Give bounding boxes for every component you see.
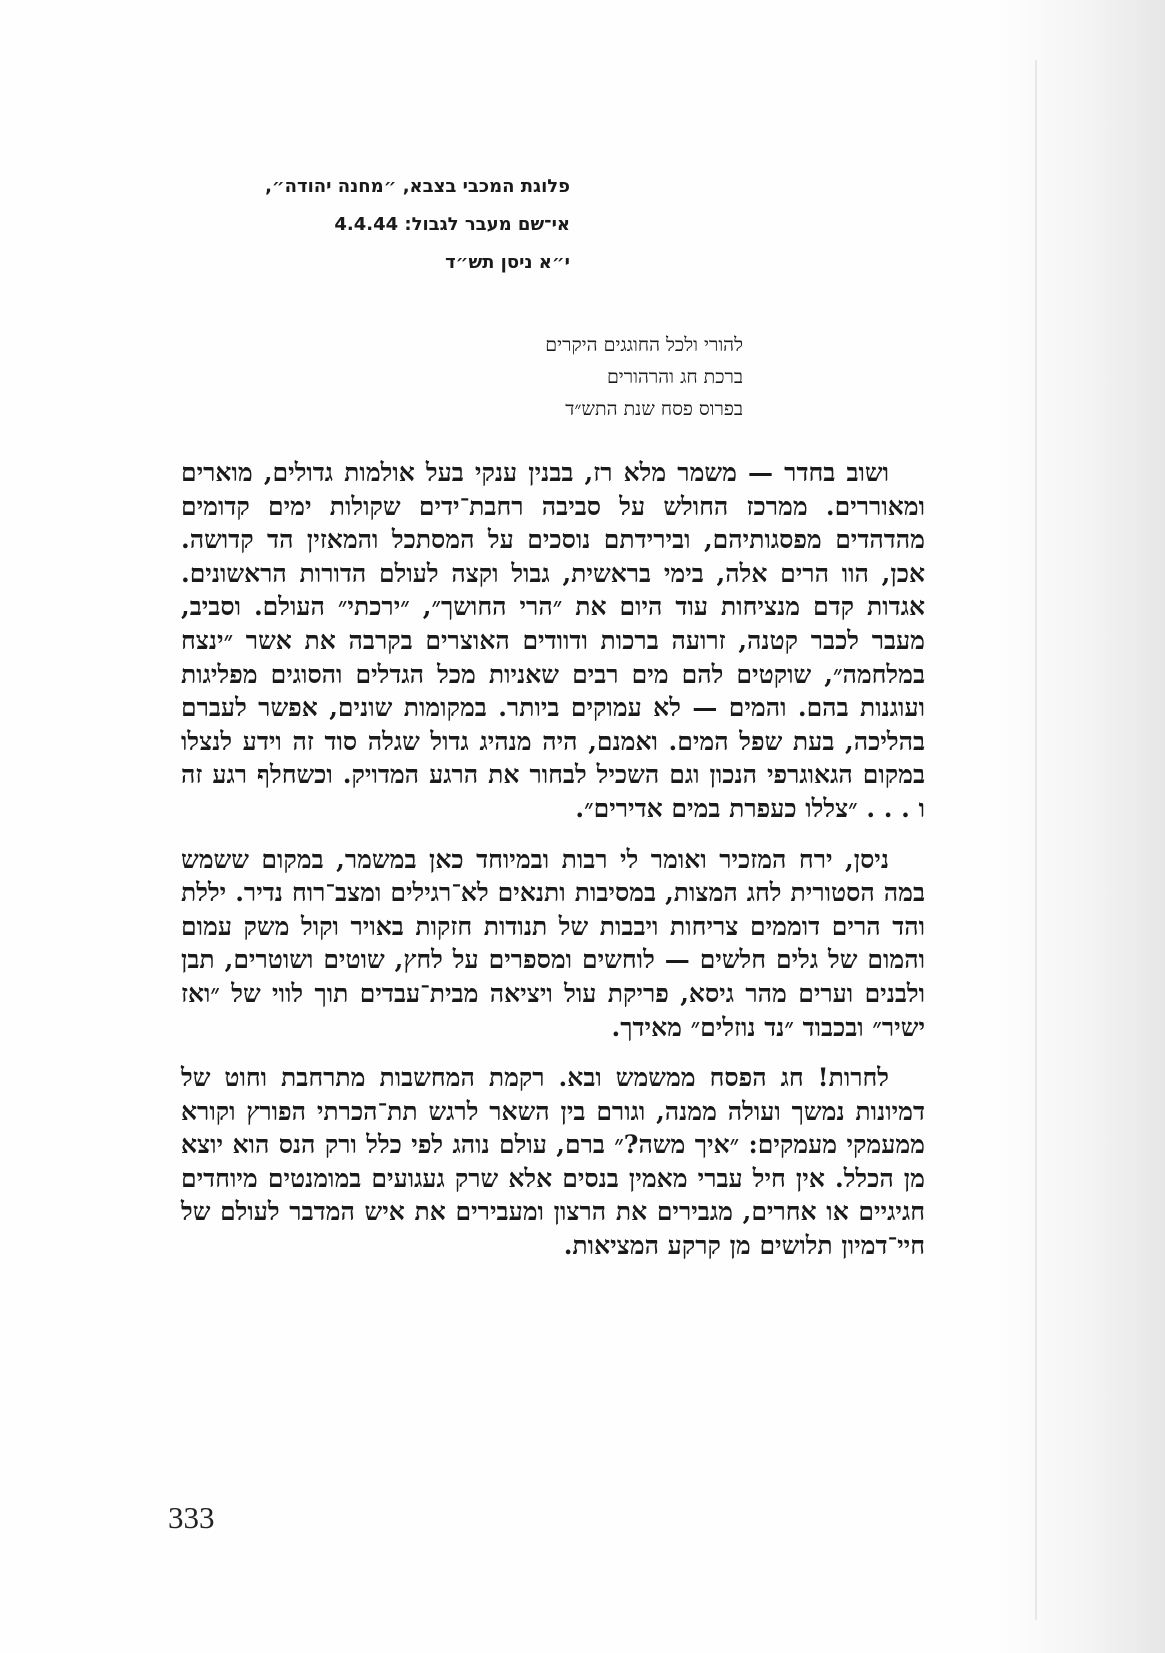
dedication-occasion: בפרוס פסח שנת התש״ד (565, 398, 743, 420)
header-hebrew-date: י״א ניסן תש״ד (445, 252, 570, 273)
letter-body (181, 456, 925, 1280)
letter-dedication (323, 329, 743, 425)
body-paragraph: ושוב בחדר — משמר מלא רז, בבנין ענקי בעל אולמות גדולים, מוארים ומאוררים. ממרכז החולש על סביבה רחבת־ידים שקולות ימים קדומים מהדהדים מפסגותיהם, ובירידתם נוסכים על המסתכל והמאזין הד קדושה. אכן, הוו הרים אלה, בימי בראשית, גבול וקצה לעולם הדורות הראשונים. אגדות קדם מנציחות עוד היום את ״הרי החושך״, ״ירכתי״ העולם. וסביב, מעבר לכבר קטנה, זרועה ברכות ודוודים האוצרים בקרבה את אשר ״ינצח במלחמה״, שוקטים להם מים רבים שאניות מכל הגדלים והסוגים מפליגות ועוגנות בהם. והמים — לא עמוקים ביותר. במקומות שונים, אפשר לעברם בהליכה, בעת שפל המים. ואמנם, היה מנהיג גדול שגלה סוד זה וידע לנצלו במקום הגאוגרפי הנכון וגם השכיל לבחור את הרגע המדויק. וכשחלף רגע זה ו . . . ״צללו כעפרת במים אדירים״. (181, 458, 925, 823)
page-gutter-edge (1035, 60, 1037, 1620)
body-paragraph: לחרות! חג הפסח ממשמש ובא. רקמת המחשבות מתרחבת וחוט של דמיונות נמשך ועולה ממנה, וגורם בין השאר לרגש תת־הכרתי הפורץ וקורא ממעמקי מעמקים: ״איך משה?״ ברם, עולם נוהג לפי כלל ורק הנס הוא יוצא מן הכלל. אין חיל עברי מאמין בנסים אלא שרק געגועים במומנטים מיוחדים חגיגיים או אחרים, מגבירים את הרצון ומעבירים את איש המדבר לעולם של חיי־דמיון תלושים מן קרקע המציאות. (181, 1063, 925, 1261)
dedication-subject: ברכת חג והרהורים (606, 366, 743, 388)
dedication-addressee: להורי ולכל החוגגים היקרים (545, 334, 743, 356)
header-location-date: אי־שם מעבר לגבול: 4.4.44 (334, 214, 570, 235)
page-gutter-shadow (995, 0, 1165, 1653)
letter-header (170, 168, 570, 282)
body-paragraph: ניסן, ירח המזכיר ואומר לי רבות ובמיוחד כאן במשמר, במקום ששמש במה הסטורית לחג המצות, במסיבות ותנאים לא־רגילים ומצב־רוח נדיר. יללת והד הרים דוממים צריחות ויבבות של תנודות חזקות באויר וקול משק עמום והמום של גלים חלשים — לוחשים ומספרים על לחץ, שוטים ושוטרים, תבן ולבנים וערים מהר גיסא, פריקת עול ויציאה מבית־עבדים תוך לווי של ״ואז ישיר״ ובכבוד ״נד נוזלים״ מאידך. (181, 844, 925, 1042)
header-location-unit: פלוגת המכבי בצבא, ״מחנה יהודה״, (265, 176, 570, 197)
page-number: 333 (168, 1500, 215, 1535)
